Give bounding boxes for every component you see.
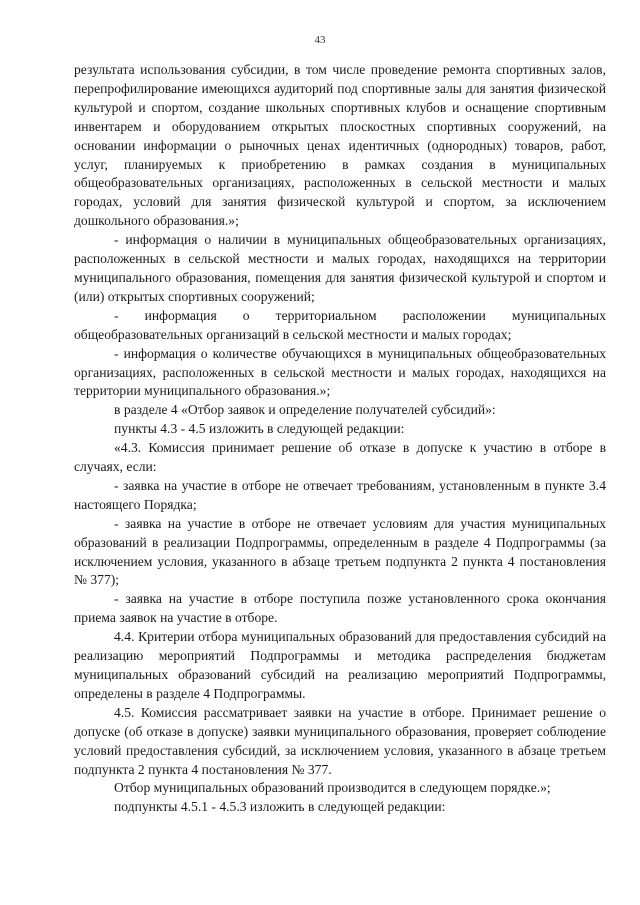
paragraph-point-4-5: 4.5. Комиссия рассматривает заявки на участие в отборе. Принимает решение о допуске (об отказе в допуске) заявки муниципального образования, проверяет соблюдение условий предоставления субсидий, за исключением условия, указанного в абзаце третьем подпункта 2 пункта 4 постановления № 377. bbox=[74, 704, 606, 777]
paragraph-refusal-late: - заявка на участие в отборе поступила позже установленного срока окончания приема заявок на участие в отборе. bbox=[74, 591, 606, 626]
paragraph-refusal-requirements: - заявка на участие в отборе не отвечает требованиям, установленным в пункте 3.4 настоящего Порядка; bbox=[74, 477, 606, 512]
paragraph-selection-order: Отбор муниципальных образований производится в следующем порядке.»; bbox=[114, 780, 551, 796]
paragraph-subsidy-result: результата использования субсидии, в том числе проведение ремонта спортивных залов, перепрофилирование имеющихся аудиторий под спортивные залы для занятия физической культурой и спортом, создание школьных спортивных клубов и оснащение спортивным инвентарем и оборудованием открытых плоскостных спортивных сооружений, на основании информации о рыночных ценах идентичных (однородных) товаров, работ, услуг, планируемых к приобретению в рамках создания в муниципальных общеобразовательных организациях, расположенных в сельской местности и малых городах, условий для занятия физической культурой и спортом, за исключением дошкольного образования.»; bbox=[74, 62, 606, 229]
paragraph-points-4-3-4-5: пункты 4.3 - 4.5 изложить в следующей редакции: bbox=[114, 421, 405, 437]
paragraph-subpoints-4-5-1: подпункты 4.5.1 - 4.5.3 изложить в следующей редакции: bbox=[114, 799, 446, 815]
paragraph-info-students: - информация о количестве обучающихся в муниципальных общеобразовательных организациях, расположенных в сельской местности и малых городах, находящихся на территории муниципального образования.»; bbox=[74, 345, 606, 399]
paragraph-info-location: - информация о территориальном расположении муниципальных общеобразовательных организаций в сельской местности и малых городах; bbox=[74, 307, 606, 342]
page-number: 43 bbox=[314, 34, 326, 46]
paragraph-refusal-conditions: - заявка на участие в отборе не отвечает условиям для участия муниципальных образований в реализации Подпрограммы, определенным в разделе 4 Подпрограммы (за исключением условия, указанного в абзаце третьем подпункта 2 пункта 4 постановления № 377); bbox=[74, 515, 606, 588]
paragraph-info-facilities: - информация о наличии в муниципальных общеобразовательных организациях, расположенных в сельской местности и малых городах, находящихся на территории муниципального образования, помещения для занятия физической культурой и спортом и (или) открытых спортивных сооружений; bbox=[74, 232, 606, 304]
paragraph-point-4-4: 4.4. Критерии отбора муниципальных образований для предоставления субсидий на реализацию мероприятий Подпрограммы и методика распределения бюджетам муниципальных образований субсидий на реализацию мероприятий Подпрограммы, определены в разделе 4 Подпрограммы. bbox=[74, 629, 606, 701]
paragraph-section-4: в разделе 4 «Отбор заявок и определение получателей субсидий»: bbox=[114, 402, 496, 418]
paragraph-point-4-3: «4.3. Комиссия принимает решение об отказе в допуске к участию в отборе в случаях, если: bbox=[74, 440, 606, 475]
document-body bbox=[74, 61, 606, 817]
